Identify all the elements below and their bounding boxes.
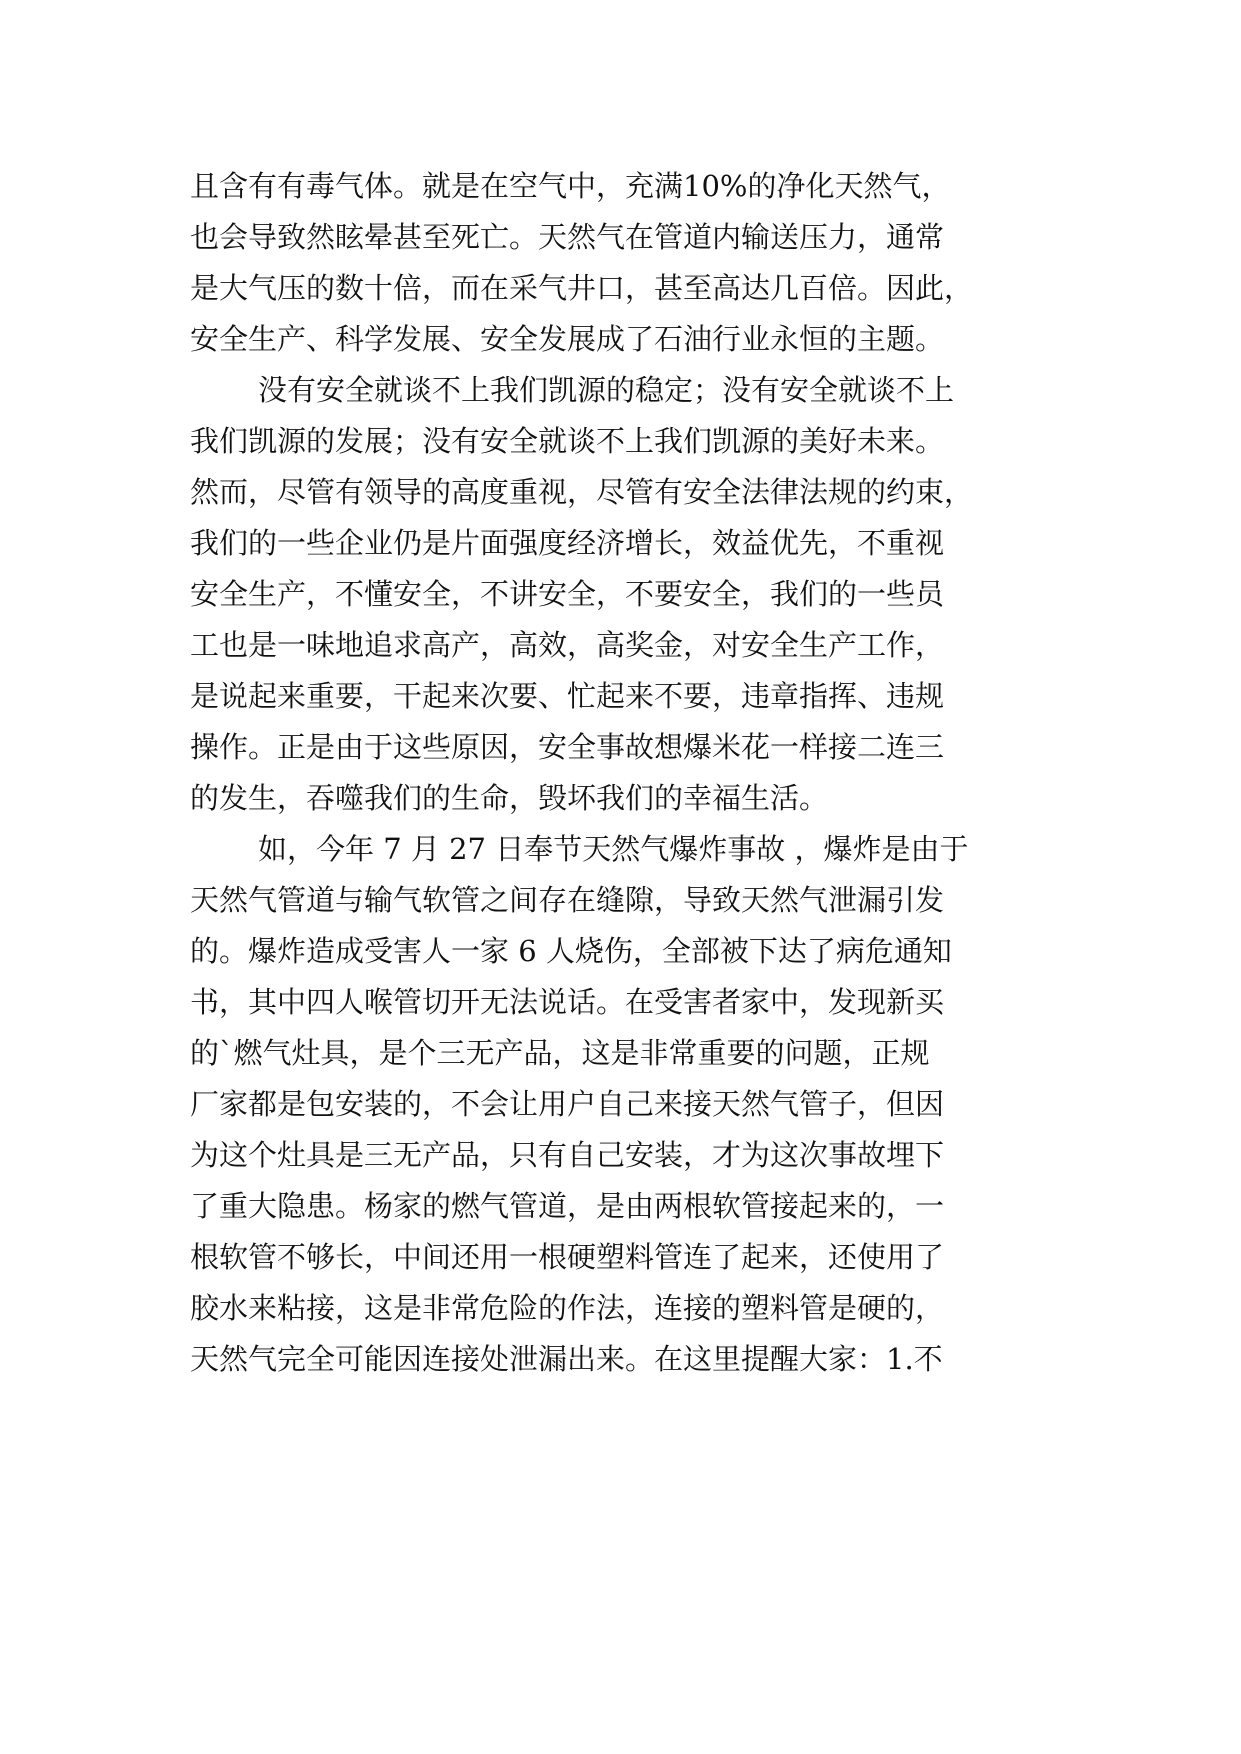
text-line: 天然气完全可能因连接处泄漏出来。在这里提醒大家：1.不 [190, 1342, 943, 1376]
text-line: 的发生，吞噬我们的生命，毁坏我们的幸福生活。 [190, 781, 829, 815]
text-line: 工也是一味地追求高产，高效，高奖金，对安全生产工作， [190, 628, 945, 662]
text-line: 的。爆炸造成受害人一家 6 人烧伤，全部被下达了病危通知 [190, 934, 952, 968]
document-body [190, 161, 1070, 1385]
text-line: 是说起来重要，干起来次要、忙起来不要，违章指挥、违规 [190, 679, 945, 713]
text-line: 也会导致然眩晕甚至死亡。天然气在管道内输送压力，通常 [190, 220, 945, 254]
text-line: 的`燃气灶具，是个三无产品，这是非常重要的问题，正规 [190, 1036, 930, 1070]
text-line: 我们的一些企业仍是片面强度经济增长，效益优先，不重视 [190, 526, 945, 560]
paragraph-first-line: 如，今年 7 月 27 日奉节天然气爆炸事故 ，爆炸是由于 [258, 832, 969, 866]
text-line: 是大气压的数十倍，而在采气井口，甚至高达几百倍。因此， [190, 271, 974, 305]
text-line: 安全生产，不懂安全，不讲安全，不要安全，我们的一些员 [190, 577, 945, 611]
text-line: 且含有有毒气体。就是在空气中，充满10%的净化天然气， [190, 169, 951, 203]
text-line: 厂家都是包安装的，不会让用户自己来接天然气管子，但因 [190, 1087, 945, 1121]
text-line: 操作。正是由于这些原因，安全事故想爆米花一样接二连三 [190, 730, 945, 764]
text-line: 天然气管道与输气软管之间存在缝隙，导致天然气泄漏引发 [190, 883, 945, 917]
text-line: 为这个灶具是三无产品，只有自己安装，才为这次事故埋下 [190, 1138, 945, 1172]
text-line: 书，其中四人喉管切开无法说话。在受害者家中，发现新买 [190, 985, 945, 1019]
paragraph-first-line: 没有安全就谈不上我们凯源的稳定；没有安全就谈不上 [258, 373, 955, 407]
text-line: 然而，尽管有领导的高度重视，尽管有安全法律法规的约束， [190, 475, 974, 509]
text-line: 胶水来粘接，这是非常危险的作法，连接的塑料管是硬的， [190, 1291, 945, 1325]
text-line: 了重大隐患。杨家的燃气管道，是由两根软管接起来的，一 [190, 1189, 945, 1223]
text-line: 安全生产、科学发展、安全发展成了石油行业永恒的主题。 [190, 322, 945, 356]
text-line: 我们凯源的发展；没有安全就谈不上我们凯源的美好未来。 [190, 424, 945, 458]
text-line: 根软管不够长，中间还用一根硬塑料管连了起来，还使用了 [190, 1240, 945, 1274]
